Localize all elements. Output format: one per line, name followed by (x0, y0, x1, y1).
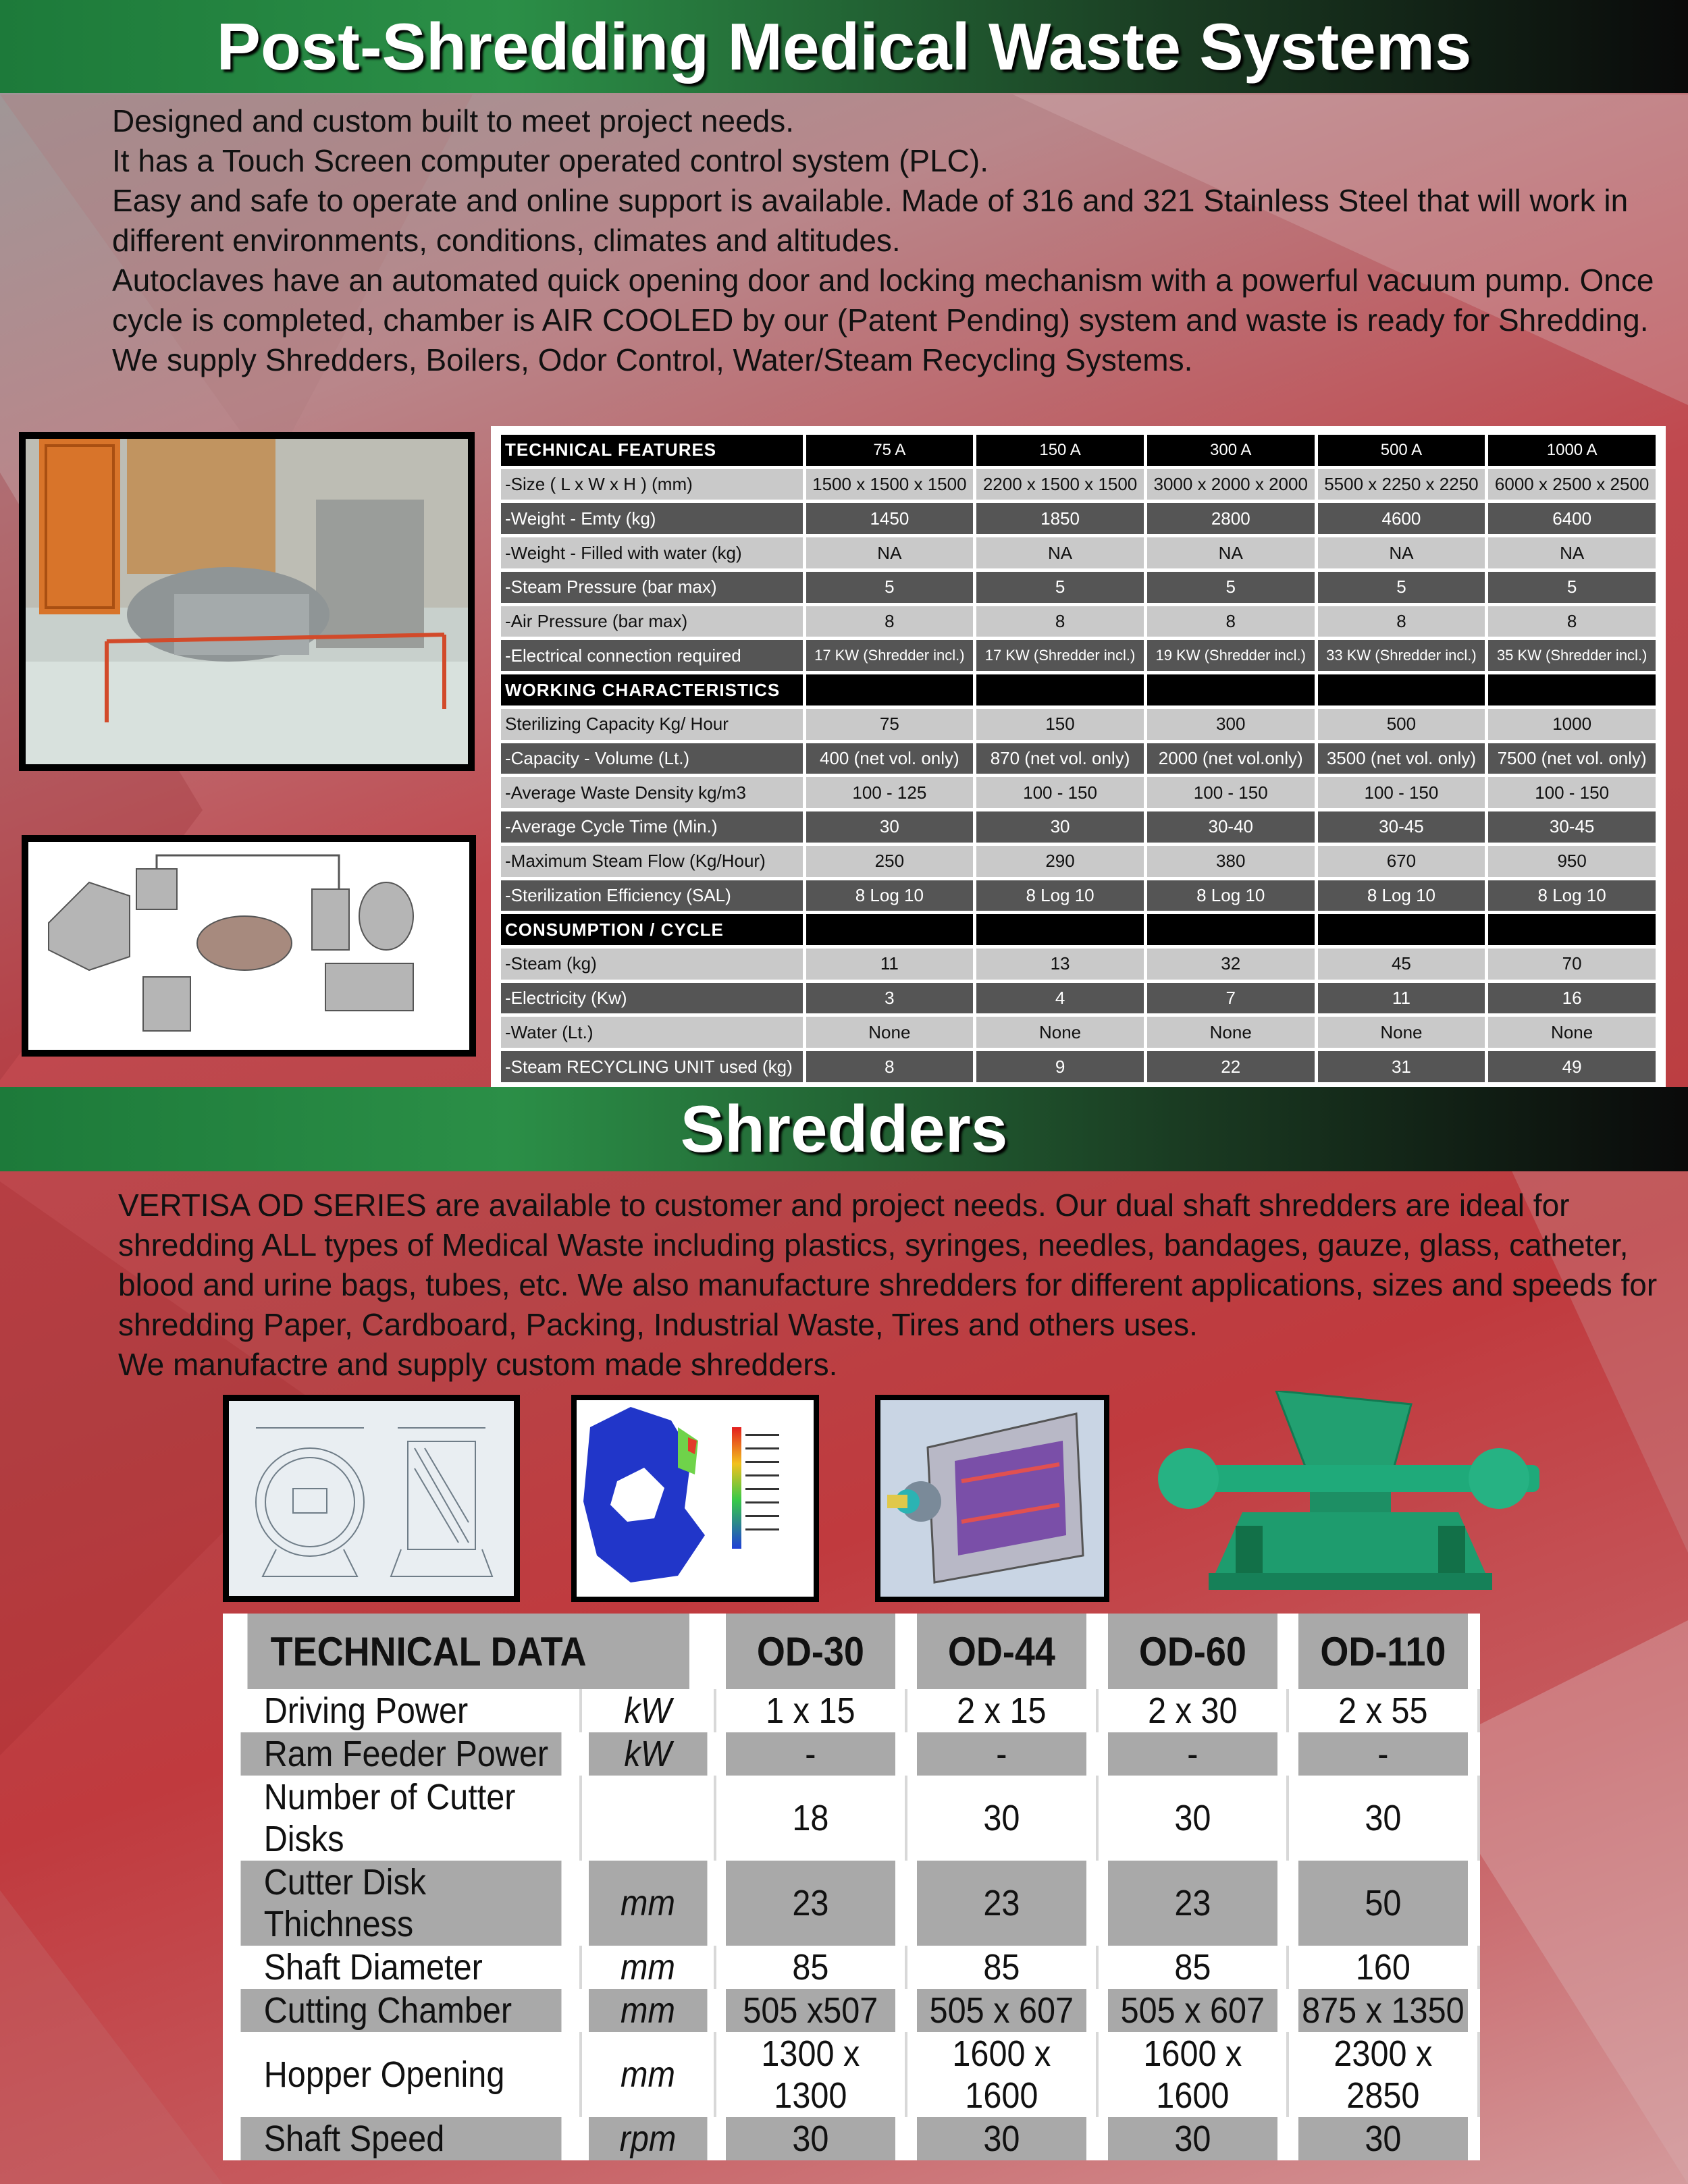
unit-label (587, 1776, 708, 1861)
cell: None (1488, 1017, 1656, 1048)
cell: 100 - 150 (1147, 777, 1315, 808)
cell: 5 (806, 572, 974, 603)
column-header: 500 A (1318, 435, 1485, 466)
cell: 1600 x 1600 (916, 2032, 1087, 2117)
cell: 50 (1297, 1861, 1469, 1946)
cell: 4 (976, 983, 1144, 1014)
cell: 30 (916, 1776, 1087, 1861)
intro-text (112, 101, 1679, 380)
table-row (501, 743, 1656, 774)
model-header: OD-60 (1107, 1614, 1278, 1689)
column-header: 300 A (1147, 435, 1315, 466)
cell: 17 KW (Shredder incl.) (806, 640, 974, 671)
row-label: Cutter Disk Thichness (241, 1861, 563, 1946)
table-row (501, 949, 1656, 980)
cell: 290 (976, 846, 1144, 877)
cell: 23 (724, 1861, 896, 1946)
cell: 49 (1488, 1051, 1656, 1082)
cell: 670 (1318, 846, 1485, 877)
cell: 3500 (net vol. only) (1318, 743, 1485, 774)
cell: 505 x507 (724, 1989, 896, 2032)
cell: 150 (976, 709, 1144, 740)
cell: 30 (806, 811, 974, 843)
row-label: Ram Feeder Power (241, 1732, 563, 1776)
cell: 8 Log 10 (1318, 880, 1485, 911)
cell: None (976, 1017, 1144, 1048)
unit-label: kW (587, 1689, 708, 1732)
cell: 2300 x 2850 (1297, 2032, 1469, 2117)
shredders-banner (0, 1087, 1688, 1171)
cell: 100 - 150 (1318, 777, 1485, 808)
shredder-machine-image (1148, 1391, 1553, 1607)
cell: 8 Log 10 (1488, 880, 1656, 911)
cell: 5 (1147, 572, 1315, 603)
table-row (501, 983, 1656, 1014)
cell: 85 (724, 1946, 896, 1989)
table-row (501, 537, 1656, 568)
cell: 2 x 15 (916, 1689, 1087, 1732)
table-title: TECHNICAL DATA (247, 1614, 690, 1689)
cell: 8 (1488, 606, 1656, 637)
cell: 2000 (net vol.only) (1147, 743, 1315, 774)
cell: 2800 (1147, 503, 1315, 534)
cell: 19 KW (Shredder incl.) (1147, 640, 1315, 671)
shredders-description (118, 1186, 1671, 1385)
model-header: OD-110 (1297, 1614, 1469, 1689)
table-row (223, 1861, 1479, 1946)
row-label: Shaft Speed (241, 2117, 563, 2160)
cell: 250 (806, 846, 974, 877)
cell: 30 (1297, 1776, 1469, 1861)
cell: 18 (724, 1776, 896, 1861)
cell: 8 (1318, 606, 1485, 637)
cell: 5 (976, 572, 1144, 603)
cell: 1850 (976, 503, 1144, 534)
cell: 30 (916, 2117, 1087, 2160)
table-row (223, 1689, 1479, 1732)
cell: 380 (1147, 846, 1315, 877)
table-row (501, 640, 1656, 671)
cell: 70 (1488, 949, 1656, 980)
unit-label: mm (587, 1946, 708, 1989)
cell: 9 (976, 1051, 1144, 1082)
cell: 85 (1107, 1946, 1278, 1989)
cell: None (1147, 1017, 1315, 1048)
shredder-drawing (223, 1395, 520, 1602)
cell: 33 KW (Shredder incl.) (1318, 640, 1485, 671)
row-label: Cutting Chamber (241, 1989, 563, 2032)
description-paragraph: VERTISA OD SERIES are available to customer and project needs. Our dual shaft shredders are ideal for shredding ALL types of Medical Waste including plastics, syringes, needles, bandages, gauze, glass, catheter, blood and urine bags, tubes, etc. We also manufacture shredders for different applications, sizes and speeds for shredding Paper, Cardboard, Packing, Industrial Waste, Tires and others uses. (118, 1188, 1658, 1342)
cell: 8 (976, 606, 1144, 637)
row-label: -Size ( L x W x H ) (mm) (501, 469, 803, 500)
table-row (501, 777, 1656, 808)
cell: - (1107, 1732, 1278, 1776)
cell: 30 (724, 2117, 896, 2160)
cell: 160 (1297, 1946, 1469, 1989)
section-title: CONSUMPTION / CYCLE (501, 914, 803, 945)
table-row (223, 1732, 1479, 1776)
unit-label: rpm (587, 2117, 708, 2160)
cell: NA (1147, 537, 1315, 568)
cell: 8 Log 10 (976, 880, 1144, 911)
cell: 300 (1147, 709, 1315, 740)
cell: 11 (806, 949, 974, 980)
cell: 400 (net vol. only) (806, 743, 974, 774)
cell: 1300 x 1300 (724, 2032, 896, 2117)
model-header: OD-44 (916, 1614, 1087, 1689)
cell: 22 (1147, 1051, 1315, 1082)
cell: 1600 x 1600 (1107, 2032, 1278, 2117)
intro-line: Autoclaves have an automated quick opening door and locking mechanism with a powerful vacuum pump. Once cycle is completed, chamber is AIR COOLED by our (Patent Pending) system and waste is ready for Shredding. (112, 263, 1654, 338)
section-title: Shredders (680, 1092, 1008, 1166)
cell: 2 x 55 (1297, 1689, 1469, 1732)
cell: 2 x 30 (1107, 1689, 1278, 1732)
column-header: 1000 A (1488, 435, 1656, 466)
cell: 30 (1107, 1776, 1278, 1861)
cell: 16 (1488, 983, 1656, 1014)
row-label: -Steam Pressure (bar max) (501, 572, 803, 603)
table-row (501, 1051, 1656, 1082)
table-row (501, 880, 1656, 911)
cell: 85 (916, 1946, 1087, 1989)
cell: 23 (1107, 1861, 1278, 1946)
row-label: -Sterilization Efficiency (SAL) (501, 880, 803, 911)
cell: 3000 x 2000 x 2000 (1147, 469, 1315, 500)
cell: 7 (1147, 983, 1315, 1014)
cell: 8 Log 10 (1147, 880, 1315, 911)
cell: 3 (806, 983, 974, 1014)
cell: NA (1318, 537, 1485, 568)
table-header-row (223, 1614, 1479, 1689)
cell: 100 - 125 (806, 777, 974, 808)
technical-features-table (491, 426, 1666, 1091)
cell: 6400 (1488, 503, 1656, 534)
cell: 13 (976, 949, 1144, 980)
technical-data-table (223, 1614, 1480, 2160)
cell: 1 x 15 (724, 1689, 896, 1732)
row-label: -Weight - Emty (kg) (501, 503, 803, 534)
table-row (501, 811, 1656, 843)
cell: NA (806, 537, 974, 568)
cell: 31 (1318, 1051, 1485, 1082)
cell: - (1297, 1732, 1469, 1776)
page-title: Post-Shredding Medical Waste Systems (216, 9, 1472, 84)
row-label: -Capacity - Volume (Lt.) (501, 743, 803, 774)
cell: 7500 (net vol. only) (1488, 743, 1656, 774)
section-header-row (501, 674, 1656, 705)
cell: 505 x 607 (1107, 1989, 1278, 2032)
autoclave-photo (19, 432, 475, 771)
table-title: TECHNICAL FEATURES (501, 435, 803, 466)
cell: 1450 (806, 503, 974, 534)
unit-label: kW (587, 1732, 708, 1776)
intro-line: We supply Shredders, Boilers, Odor Control, Water/Steam Recycling Systems. (112, 342, 1193, 377)
row-label: -Water (Lt.) (501, 1017, 803, 1048)
cell: 100 - 150 (1488, 777, 1656, 808)
shredder-3d-render (875, 1395, 1109, 1602)
table-row (223, 1989, 1479, 2032)
layout-drawing (22, 835, 476, 1057)
table-row (501, 1017, 1656, 1048)
row-label: Shaft Diameter (241, 1946, 563, 1989)
table-row (223, 2117, 1479, 2160)
row-label: -Air Pressure (bar max) (501, 606, 803, 637)
row-label: -Electricity (Kw) (501, 983, 803, 1014)
cell: 5 (1488, 572, 1656, 603)
cell: 8 Log 10 (806, 880, 974, 911)
cell: 32 (1147, 949, 1315, 980)
cell: 8 (1147, 606, 1315, 637)
cell: 11 (1318, 983, 1485, 1014)
unit-label: mm (587, 2032, 708, 2117)
row-label: -Steam (kg) (501, 949, 803, 980)
cell: 30-45 (1488, 811, 1656, 843)
row-label: -Electrical connection required (501, 640, 803, 671)
section-title: WORKING CHARACTERISTICS (501, 674, 803, 705)
cell: 505 x 607 (916, 1989, 1087, 2032)
cell: 23 (916, 1861, 1087, 1946)
row-label: -Average Cycle Time (Min.) (501, 811, 803, 843)
cell: 1500 x 1500 x 1500 (806, 469, 974, 500)
cell: 30 (1297, 2117, 1469, 2160)
cell: 75 (806, 709, 974, 740)
cell: 45 (1318, 949, 1485, 980)
table-row (501, 709, 1656, 740)
row-label: -Weight - Filled with water (kg) (501, 537, 803, 568)
row-label: Driving Power (241, 1689, 563, 1732)
cell: 5 (1318, 572, 1485, 603)
row-label: -Average Waste Density kg/m3 (501, 777, 803, 808)
cell: 6000 x 2500 x 2500 (1488, 469, 1656, 500)
cell: 2200 x 1500 x 1500 (976, 469, 1144, 500)
row-label: Hopper Opening (241, 2032, 563, 2117)
cell: 500 (1318, 709, 1485, 740)
cell: 35 KW (Shredder incl.) (1488, 640, 1656, 671)
cutter-disk-stress-render (571, 1395, 819, 1602)
column-header: 150 A (976, 435, 1144, 466)
cell: - (724, 1732, 896, 1776)
cell: 8 (806, 606, 974, 637)
table-header-row (501, 435, 1656, 466)
unit-label: mm (587, 1861, 708, 1946)
cell: 875 x 1350 (1297, 1989, 1469, 2032)
unit-label: mm (587, 1989, 708, 2032)
row-label: Number of Cutter Disks (241, 1776, 563, 1861)
cell: 30 (1107, 2117, 1278, 2160)
cell: 1000 (1488, 709, 1656, 740)
cell: 870 (net vol. only) (976, 743, 1144, 774)
cell: 950 (1488, 846, 1656, 877)
row-label: -Maximum Steam Flow (Kg/Hour) (501, 846, 803, 877)
table-row (223, 2032, 1479, 2117)
table-row (223, 1776, 1479, 1861)
cell: None (806, 1017, 974, 1048)
cell: 30-45 (1318, 811, 1485, 843)
table-row (501, 606, 1656, 637)
row-label: -Steam RECYCLING UNIT used (kg) (501, 1051, 803, 1082)
table-row (501, 846, 1656, 877)
section-header-row (501, 914, 1656, 945)
cell: 100 - 150 (976, 777, 1144, 808)
table-row (223, 1946, 1479, 1989)
model-header: OD-30 (724, 1614, 896, 1689)
cell: NA (976, 537, 1144, 568)
cell: 5500 x 2250 x 2250 (1318, 469, 1485, 500)
cell: 8 (806, 1051, 974, 1082)
cell: 30 (976, 811, 1144, 843)
table-row (501, 503, 1656, 534)
intro-line: Easy and safe to operate and online support is available. Made of 316 and 321 Stainless Steel that will work in different environments, conditions, climates and altitudes. (112, 183, 1629, 258)
cell: NA (1488, 537, 1656, 568)
intro-line: It has a Touch Screen computer operated control system (PLC). (112, 143, 988, 178)
cell: None (1318, 1017, 1485, 1048)
cell: - (916, 1732, 1087, 1776)
column-header: 75 A (806, 435, 974, 466)
cell: 17 KW (Shredder incl.) (976, 640, 1144, 671)
table-row (501, 469, 1656, 500)
cell: 30-40 (1147, 811, 1315, 843)
row-label: Sterilizing Capacity Kg/ Hour (501, 709, 803, 740)
intro-line: Designed and custom built to meet project needs. (112, 103, 795, 138)
cell: 4600 (1318, 503, 1485, 534)
table-row (501, 572, 1656, 603)
header-banner (0, 0, 1688, 93)
description-paragraph: We manufactre and supply custom made shredders. (118, 1347, 838, 1382)
